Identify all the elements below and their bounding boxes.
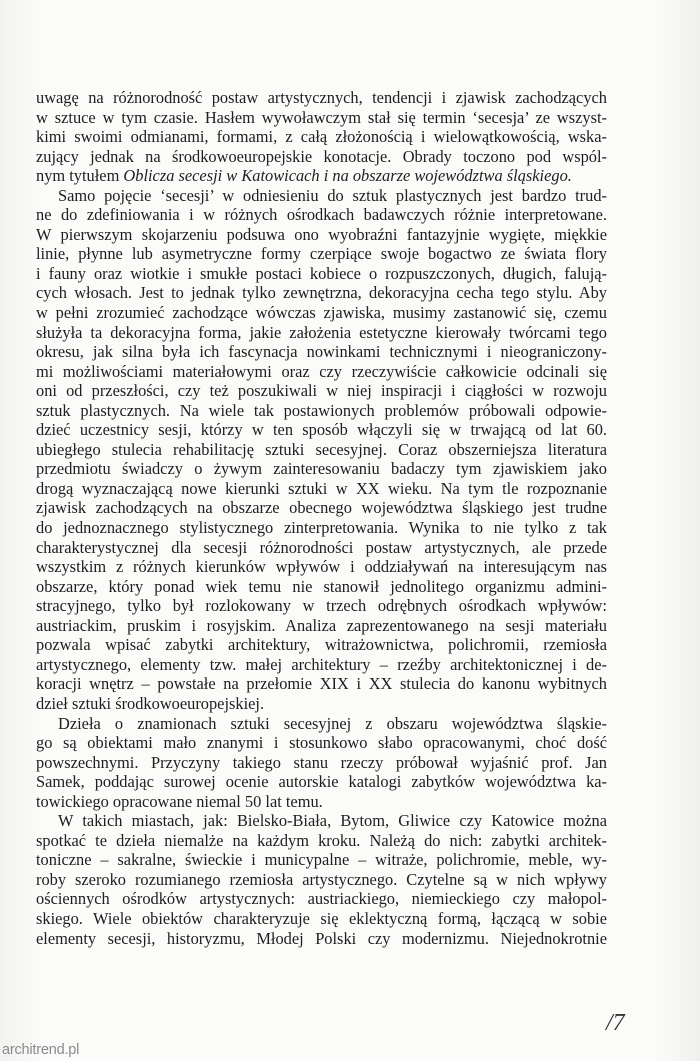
text-line: do jednoznacznego stylistycznego zinterpretowania. Wynika to nie tylko z tak	[36, 518, 607, 538]
text-line: obszarze, który ponad wiek temu nie stanowił jednolitego organizmu admini-	[36, 576, 607, 596]
text-line: okresu, jak silna była ich fascynacja nowinkami technicznymi i nieograniczony-	[36, 342, 607, 362]
text-line: cych włosach. Jest to jednak tylko zewnętrzna, dekoracyjna cecha tego stylu. Aby	[36, 283, 607, 303]
text-line: dzieć uczestnicy sesji, którzy w ten sposób włączyli się w trwającą od lat 60.	[36, 420, 607, 440]
paragraph	[36, 811, 607, 948]
text-line: Samek, poddając surowej ocenie autorskie katalogi zabytków województwa ka-	[36, 772, 607, 792]
text-line: artystycznego, elementy tzw. małej architektury – rzeźby architektonicznej i de-	[36, 654, 607, 674]
text-line: koracji wnętrz – powstałe na przełomie XIX i XX stulecia do kanonu wybitnych	[36, 674, 607, 694]
text-line: w pełni zrozumieć zachodzące wówczas zjawiska, musimy zastanowić się, czemu	[36, 303, 607, 323]
text-line: W pierwszym skojarzeniu podsuwa ono wyobraźni fantazyjnie wygięte, miękkie	[36, 224, 607, 244]
text-line: kimi swoimi odmianami, formami, z całą złożonością i wielowątkowością, wska-	[36, 127, 607, 147]
text-line: spotkać te dzieła niemalże na każdym kroku. Należą do nich: zabytki architek-	[36, 830, 607, 850]
page-number: /7	[606, 1010, 625, 1036]
text-line: pozwala wpisać zabytki architektury, witrażownictwa, polichromii, rzemiosła	[36, 635, 607, 655]
text-line: skiego. Wiele obiektów charakteryzuje się eklektyczną formą, łączącą w sobie	[36, 908, 607, 928]
text-line: ne do zdefiniowania i w różnych ośrodkach badawczych różnie interpretowane.	[36, 205, 607, 225]
watermark: architrend.pl	[2, 1042, 80, 1058]
text-line: służyła ta dekoracyjna forma, jakie założenia estetyczne kierowały twórcami tego	[36, 322, 607, 342]
text-line: ubiegłego stulecia rehabilitację sztuki secesyjnej. Coraz obszerniejsza literatura	[36, 439, 607, 459]
body-text	[36, 88, 607, 948]
text-line: zjawisk zachodzących na obszarze obecnego województwa śląskiego jest trudne	[36, 498, 607, 518]
text-line: elementy secesji, historyzmu, Młodej Polski czy modernizmu. Niejednokrotnie	[36, 928, 607, 948]
text-line: i fauny oraz wiotkie i smukłe postaci kobiece o rozpuszczonych, długich, falują-	[36, 263, 607, 283]
text-line: austriackim, pruskim i rosyjskim. Analiza zaprezentowanego na sesji materiału	[36, 615, 607, 635]
text-line: toniczne – sakralne, świeckie i municypalne – witraże, polichromie, meble, wy-	[36, 850, 607, 870]
text-line: linie, płynne lub asymetryczne formy czerpiące swoje bogactwo ze świata flory	[36, 244, 607, 264]
text-line: drogą wyznaczającą nowe kierunki sztuki w XX wieku. Na tym tle rozpoznanie	[36, 478, 607, 498]
text-line: w sztuce w tym czasie. Hasłem wywoławczym stał się termin ‘secesja’ ze wszyst-	[36, 107, 607, 127]
paragraph	[36, 186, 607, 714]
paragraph	[36, 88, 607, 186]
text-line: roby szeroko rozumianego rzemiosła artystycznego. Czytelne są w nich wpływy	[36, 869, 607, 889]
text-line: charakterystycznej dla secesji różnorodności postaw artystycznych, ale przede	[36, 537, 607, 557]
text-line: dzieł sztuki środkowoeuropejskiej.	[36, 693, 265, 713]
text-line: W takich miastach, jak: Bielsko-Biała, Bytom, Gliwice czy Katowice można	[58, 811, 607, 831]
text-line: oni od przeszłości, czy też poszukiwali w niej inspiracji i ciągłości w rozwoju	[36, 381, 607, 401]
text-line: Dzieła o znamionach sztuki secesyjnej z obszaru województwa śląskie-	[58, 713, 607, 733]
text-line: stracyjnego, tylko był rozlokowany w trzech odrębnych ośrodkach wpływów:	[36, 596, 607, 616]
text-line: uwagę na różnorodność postaw artystycznych, tendencji i zjawisk zachodzących	[36, 88, 607, 107]
text-line: go są obiektami mało znanymi i stosunkowo słabo opracowanymi, choć dość	[36, 733, 607, 753]
text-line: wszystkim z różnych kierunków wpływów i oddziaływań na interesującym nas	[36, 557, 607, 577]
text-line: nym tytułem Oblicza secesji w Katowicach i na obszarze województwa śląskiego.	[36, 166, 572, 186]
italic-title: Oblicza secesji w Katowicach i na obszarze województwa śląskiego.	[123, 166, 572, 186]
text-line: przedmiotu świadczy o żywym zainteresowaniu badaczy tym zjawiskiem jako	[36, 459, 607, 479]
text-line: sztuk plastycznych. Na wiele tak postawionych problemów próbowali odpowie-	[36, 400, 607, 420]
text-line: ościennych ośrodków artystycznych: austriackiego, niemieckiego czy małopol-	[36, 889, 607, 909]
text-line: powszechnymi. Przyczyny takiego stanu rzeczy próbował wyjaśnić prof. Jan	[36, 752, 607, 772]
text-line: Samo pojęcie ‘secesji’ w odniesieniu do sztuk plastycznych jest bardzo trud-	[58, 185, 607, 205]
text-line: towickiego opracowane niemal 50 lat temu.	[36, 791, 323, 811]
text-line: mi możliwościami materiałowymi oraz czy rzeczywiście całkowicie odcinali się	[36, 361, 607, 381]
text-line: zujący jednak na środkowoeuropejskie konotacje. Obrady toczono pod wspól-	[36, 146, 607, 166]
paragraph	[36, 714, 607, 812]
